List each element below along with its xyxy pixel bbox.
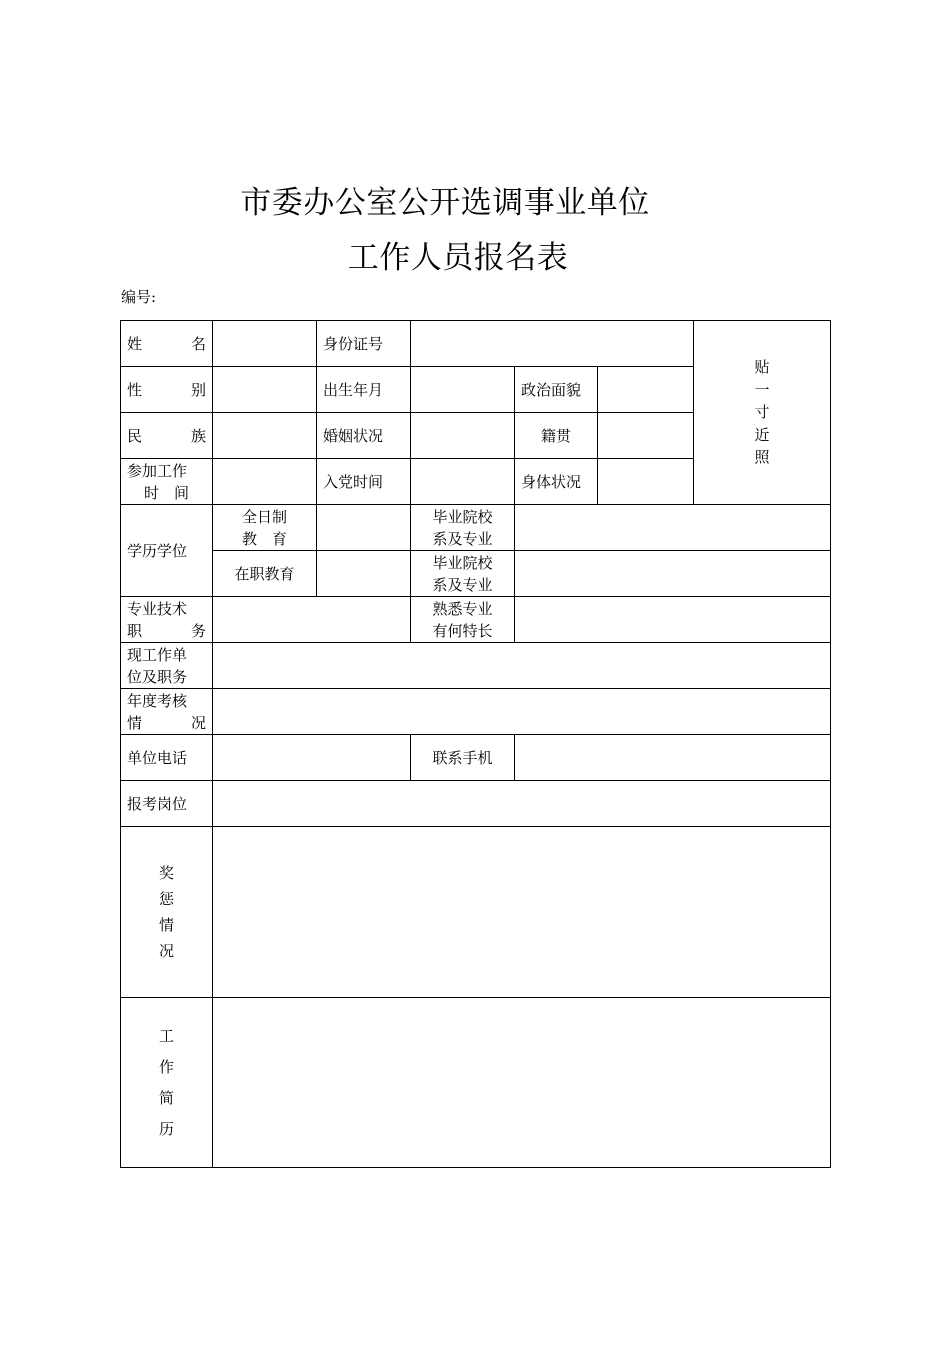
unit-phone-label: 单位电话	[121, 735, 213, 781]
photo-box[interactable]: 贴 一 寸 近 照	[694, 321, 831, 505]
position-field[interactable]	[213, 781, 831, 827]
native-place-field[interactable]	[598, 413, 694, 459]
party-join-label: 入党时间	[317, 459, 411, 505]
serial-number-label: 编号:	[121, 288, 157, 306]
gender-label: 性 别	[121, 367, 213, 413]
registration-form-table	[120, 320, 831, 1168]
form-title-line1: 市委办公室公开选调事业单位	[240, 185, 650, 221]
party-join-field[interactable]	[411, 459, 515, 505]
rewards-field[interactable]	[213, 827, 831, 998]
education-label: 学历学位	[121, 505, 213, 597]
resume-label: 工 作 简 历	[121, 998, 213, 1168]
appraisal-field[interactable]	[213, 689, 831, 735]
work-start-label: 参加工作 时 间	[121, 459, 213, 505]
mobile-field[interactable]	[515, 735, 831, 781]
birth-field[interactable]	[411, 367, 515, 413]
onjob-label: 在职教育	[213, 551, 317, 597]
work-start-field[interactable]	[213, 459, 317, 505]
ethnicity-field[interactable]	[213, 413, 317, 459]
political-label: 政治面貌	[515, 367, 598, 413]
specialty-field[interactable]	[515, 597, 831, 643]
current-job-field[interactable]	[213, 643, 831, 689]
name-field[interactable]	[213, 321, 317, 367]
onjob-school-field[interactable]	[515, 551, 831, 597]
current-job-label: 现工作单 位及职务	[121, 643, 213, 689]
pro-title-label: 专业技术 职 务	[121, 597, 213, 643]
native-place-label: 籍贯	[515, 413, 598, 459]
unit-phone-field[interactable]	[213, 735, 411, 781]
marital-field[interactable]	[411, 413, 515, 459]
pro-title-field[interactable]	[213, 597, 411, 643]
appraisal-label: 年度考核 情 况	[121, 689, 213, 735]
gender-field[interactable]	[213, 367, 317, 413]
health-label: 身体状况	[515, 459, 598, 505]
political-field[interactable]	[598, 367, 694, 413]
fulltime-school-label: 毕业院校 系及专业	[411, 505, 515, 551]
ethnicity-label: 民 族	[121, 413, 213, 459]
id-number-label: 身份证号	[317, 321, 411, 367]
resume-field[interactable]	[213, 998, 831, 1168]
position-label: 报考岗位	[121, 781, 213, 827]
health-field[interactable]	[598, 459, 694, 505]
form-title-line2: 工作人员报名表	[347, 240, 569, 276]
rewards-label: 奖 惩 情 况	[121, 827, 213, 998]
marital-label: 婚姻状况	[317, 413, 411, 459]
mobile-label: 联系手机	[411, 735, 515, 781]
specialty-label: 熟悉专业 有何特长	[411, 597, 515, 643]
onjob-degree-field[interactable]	[317, 551, 411, 597]
fulltime-label: 全日制 教 育	[213, 505, 317, 551]
birth-label: 出生年月	[317, 367, 411, 413]
id-number-field[interactable]	[411, 321, 694, 367]
fulltime-degree-field[interactable]	[317, 505, 411, 551]
onjob-school-label: 毕业院校 系及专业	[411, 551, 515, 597]
fulltime-school-field[interactable]	[515, 505, 831, 551]
name-label: 姓 名	[121, 321, 213, 367]
